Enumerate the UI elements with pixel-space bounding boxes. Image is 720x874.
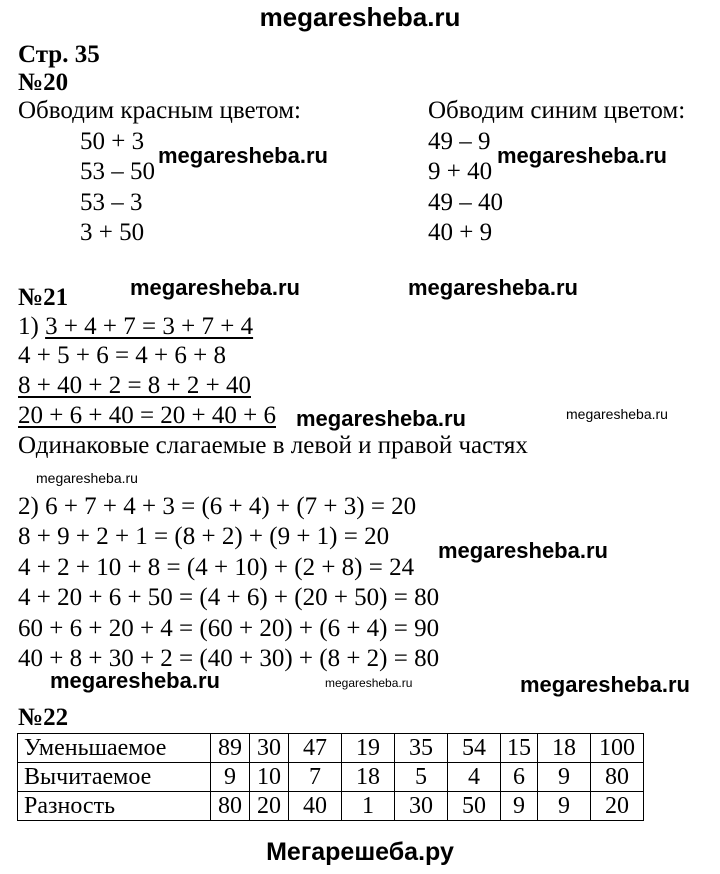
site-header: megaresheba.ru	[259, 2, 461, 32]
table-cell: 10	[250, 763, 289, 792]
watermark: megaresheba.ru	[408, 275, 578, 300]
watermark: megaresheba.ru	[566, 406, 668, 422]
blue-item: 40 + 9	[428, 219, 493, 246]
table-cell: 54	[448, 734, 501, 763]
equation: 3 + 4 + 7 = 3 + 7 + 4	[45, 313, 254, 340]
table-cell: 9	[211, 763, 250, 792]
table-cell: 1	[342, 792, 395, 821]
table-row	[18, 792, 644, 821]
watermark: megaresheba.ru	[497, 143, 667, 168]
task21-part1-line: 20 + 6 + 40 = 20 + 40 + 6	[18, 402, 276, 429]
watermark: megaresheba.ru	[50, 668, 220, 693]
watermark: megaresheba.ru	[520, 672, 690, 697]
page-label: Стр. 35	[18, 41, 100, 68]
table-cell: 19	[342, 734, 395, 763]
task21-part2-line: 4 + 20 + 6 + 50 = (4 + 6) + (20 + 50) = 80	[18, 584, 440, 611]
task21-part2-line: 40 + 8 + 30 + 2 = (40 + 30) + (8 + 2) = 80	[18, 645, 440, 672]
watermark: megaresheba.ru	[36, 470, 138, 486]
task21-part2-line: 2) 6 + 7 + 4 + 3 = (6 + 4) + (7 + 3) = 20	[18, 493, 417, 520]
watermark: megaresheba.ru	[325, 676, 413, 690]
table-cell: 100	[591, 734, 644, 763]
task21-part2-line: 60 + 6 + 20 + 4 = (60 + 20) + (6 + 4) = 90	[18, 615, 440, 642]
task21-part1-line: 4 + 5 + 6 = 4 + 6 + 8	[18, 342, 226, 369]
red-item: 50 + 3	[80, 128, 145, 155]
table-row	[18, 734, 644, 763]
part-prefix: 1)	[18, 313, 46, 340]
task20-blue-heading: Обводим синим цветом:	[428, 97, 686, 124]
blue-item: 49 – 40	[428, 189, 503, 216]
watermark: megaresheba.ru	[158, 143, 328, 168]
table-cell: 18	[342, 763, 395, 792]
watermark: megaresheba.ru	[130, 275, 300, 300]
task20-red-heading: Обводим красным цветом:	[18, 97, 301, 124]
red-item: 53 – 50	[80, 158, 155, 185]
row-label: Уменьшаемое	[18, 734, 211, 763]
task21-part1-line: 8 + 40 + 2 = 8 + 2 + 40	[18, 372, 251, 399]
task21-part1-line	[18, 312, 253, 342]
table-cell: 40	[289, 792, 342, 821]
task22-number: №22	[18, 704, 69, 731]
table-cell: 20	[591, 792, 644, 821]
task21-part2-line: 8 + 9 + 2 + 1 = (8 + 2) + (9 + 1) = 20	[18, 523, 390, 550]
task20-number: №20	[18, 69, 69, 96]
table-cell: 6	[501, 763, 538, 792]
red-item: 53 – 3	[80, 189, 143, 216]
table-cell: 4	[448, 763, 501, 792]
blue-item: 49 – 9	[428, 128, 491, 155]
table-cell: 89	[211, 734, 250, 763]
table-cell: 35	[395, 734, 448, 763]
table-cell: 7	[289, 763, 342, 792]
watermark: megaresheba.ru	[438, 538, 608, 563]
table-cell: 20	[250, 792, 289, 821]
table-cell: 9	[538, 763, 591, 792]
table-cell: 50	[448, 792, 501, 821]
table-cell: 15	[501, 734, 538, 763]
table-cell: 9	[538, 792, 591, 821]
table-row	[18, 763, 644, 792]
task21-number: №21	[18, 284, 69, 311]
table-cell: 30	[250, 734, 289, 763]
table-cell: 5	[395, 763, 448, 792]
blue-item: 9 + 40	[428, 158, 493, 185]
watermark: megaresheba.ru	[296, 406, 466, 431]
task21-part2-line: 4 + 2 + 10 + 8 = (4 + 10) + (2 + 8) = 24	[18, 554, 415, 581]
row-label: Разность	[18, 792, 211, 821]
table-cell: 18	[538, 734, 591, 763]
red-item: 3 + 50	[80, 219, 145, 246]
task21-conclusion: Одинаковые слагаемые в левой и правой частях	[18, 432, 528, 459]
subtraction-table	[17, 733, 644, 821]
table-cell: 30	[395, 792, 448, 821]
row-label: Вычитаемое	[18, 763, 211, 792]
table-cell: 80	[211, 792, 250, 821]
table-cell: 9	[501, 792, 538, 821]
table-cell: 47	[289, 734, 342, 763]
site-footer: Мегарешеба.ру	[266, 838, 454, 866]
table-cell: 80	[591, 763, 644, 792]
